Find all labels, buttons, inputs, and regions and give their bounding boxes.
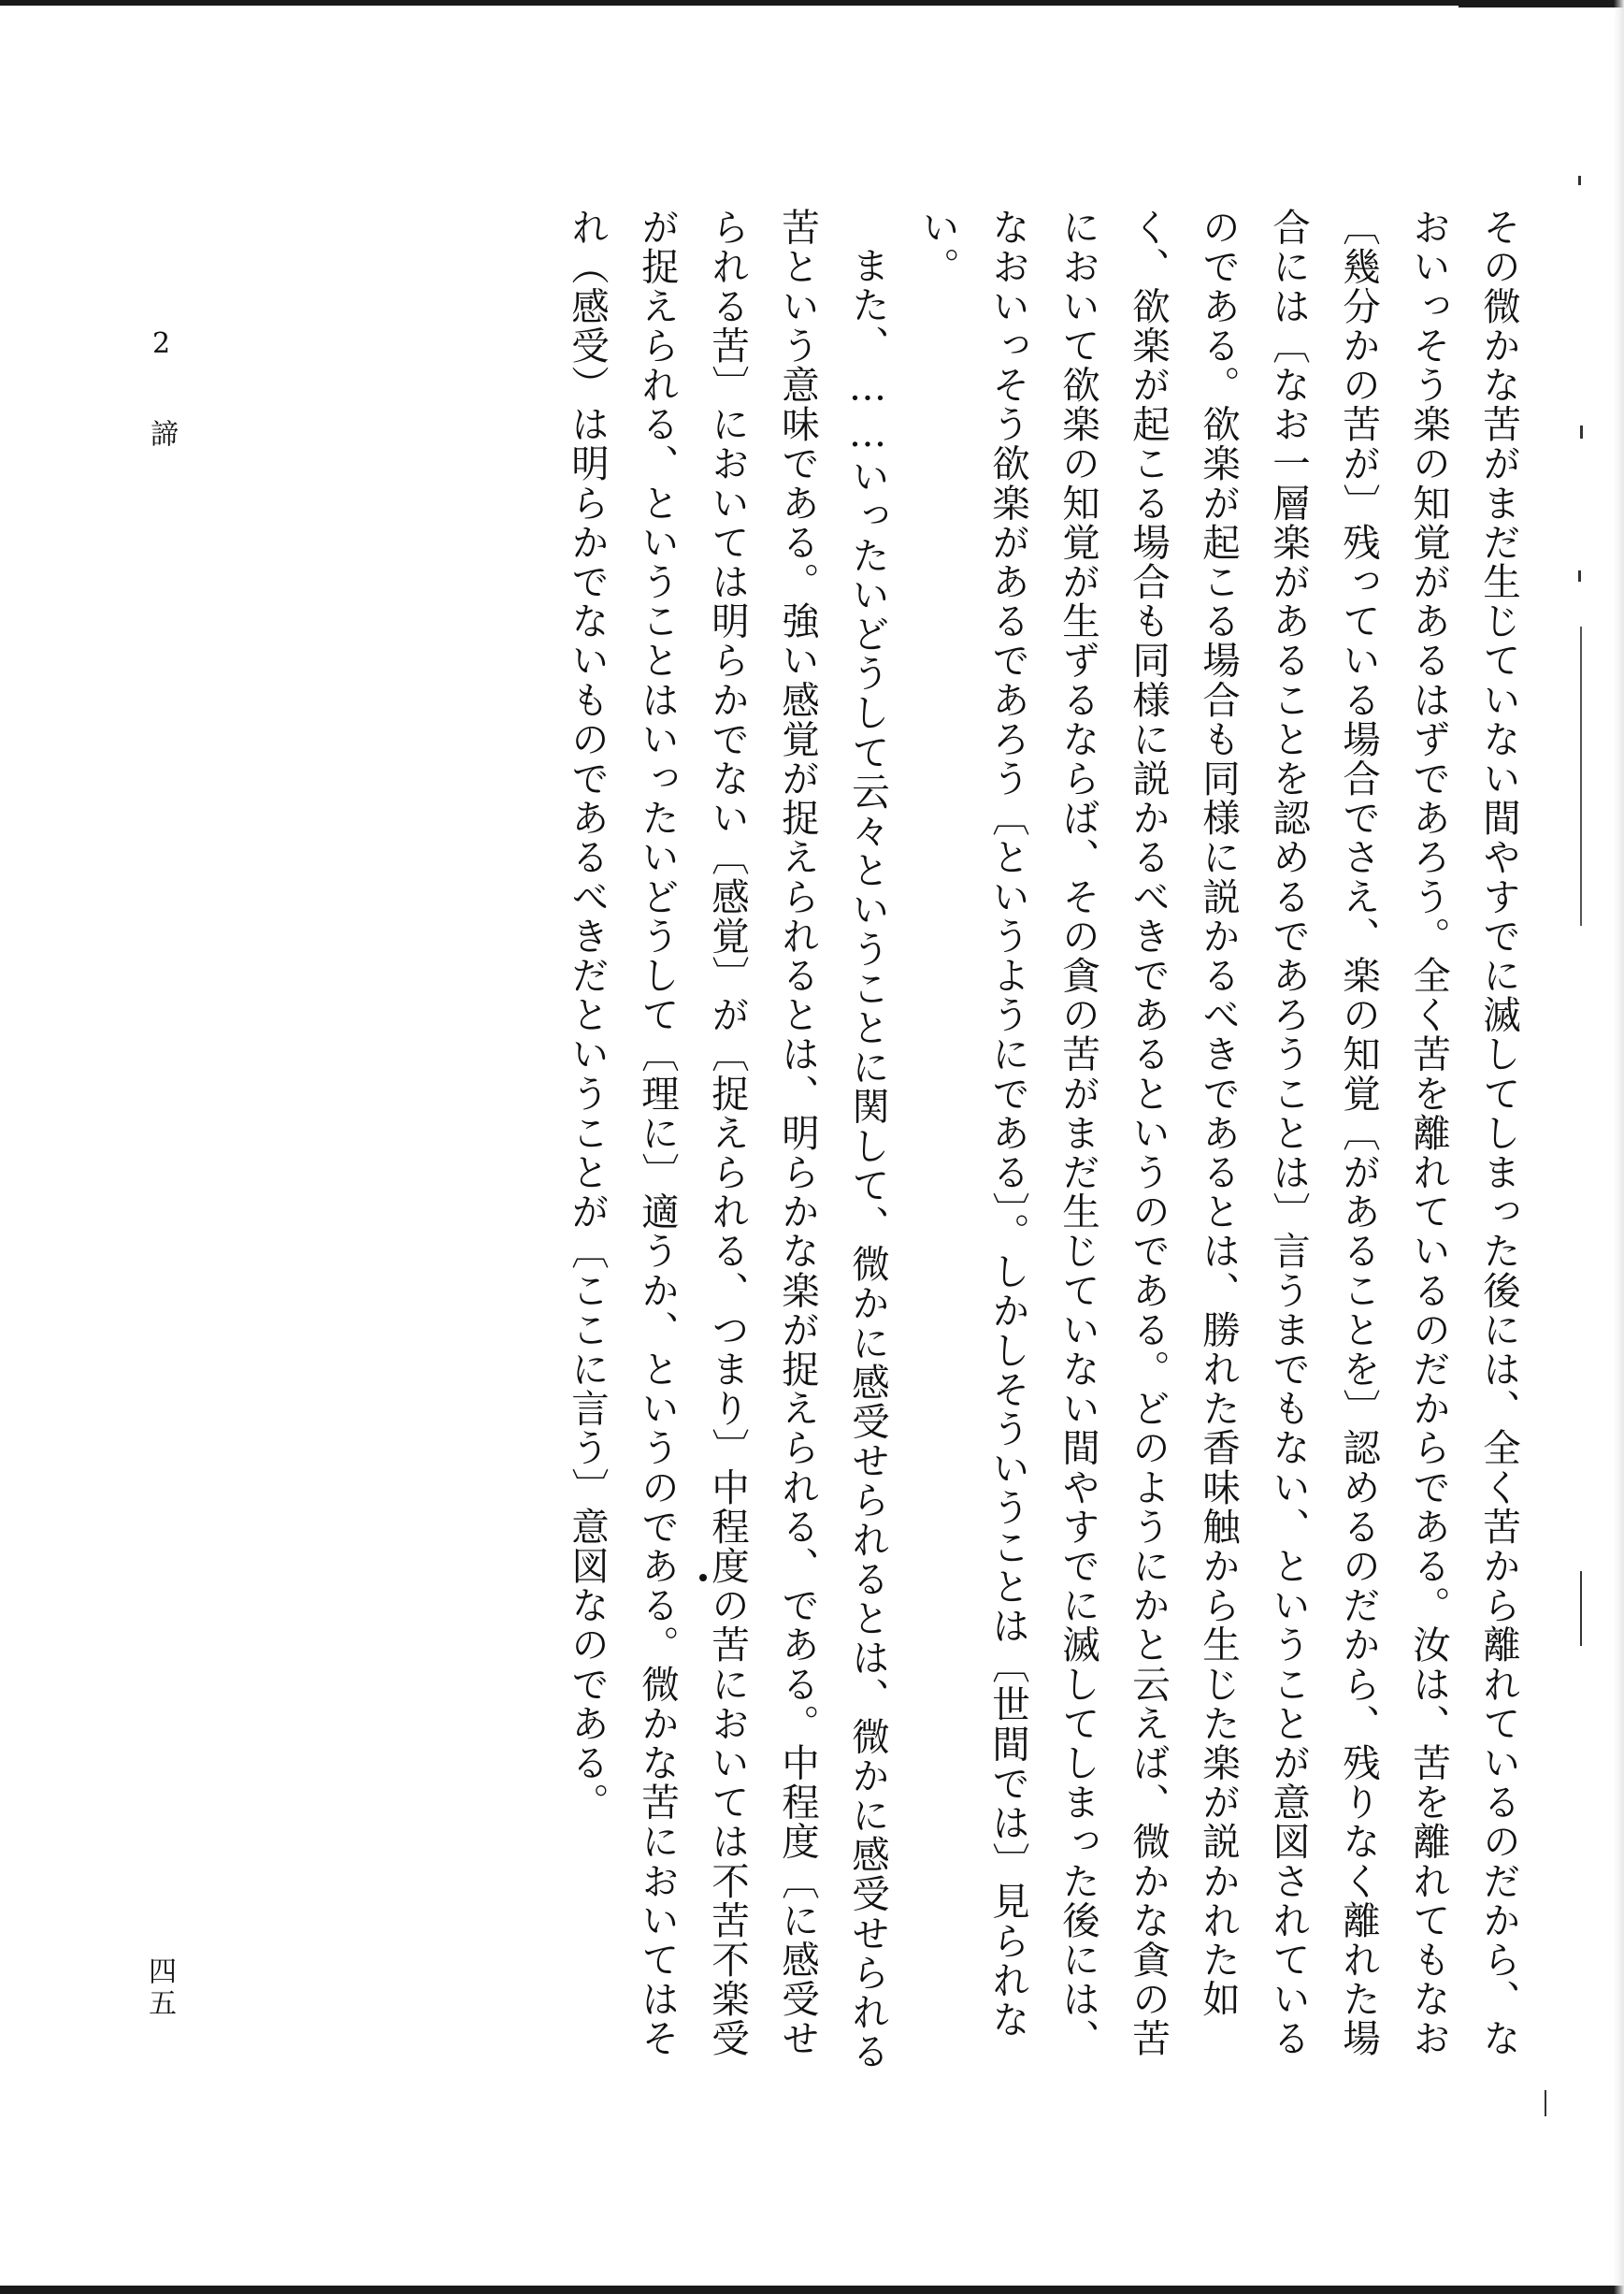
gutter-mark [1545,2090,1546,2116]
body-text [552,208,1533,2078]
page-body [224,208,1533,2078]
running-header: 2 諦 [145,327,178,460]
gutter-mark [1578,176,1581,185]
gutter-mark [1578,570,1581,582]
page-number: 四五 [143,1956,176,2020]
scan-edge-right [1614,0,1624,2294]
paragraph: その微かな苦がまだ生じていない間やすでに滅してしまった後には、全く苦から離れているのだから、なおいっそう楽の知覚があるはずであろう。全く苦を離れているのだからである。汝は、苦を離れてもなお〔幾分かの苦が〕残っている場合でさえ、楽の知覚〔があることを〕認めるのだから、残りなく離れた場合には〔なお一層楽があることを認めるであろうことは〕言うまでもない、ということが意図されているのである。欲楽が起こる場合も同様に説かるべきであるとは、勝れた香味触から生じた楽が説かれた如く、欲楽が起こる場合も同様に説かるべきであるというのである。どのようにかと云えば、微かな貪の苦において欲楽の知覚が生ずるならば、その貪の苦がまだ生じていない間やすでに滅してしまった後には、なおいっそう欲楽があるであろう〔というようにである〕。しかしそういうことは〔世間では〕見られない。 [915,208,1521,2058]
scan-edge-top-right [1459,0,1624,22]
gutter-mark [1580,426,1583,439]
paragraph: また、……いったいどうして云々ということに関して、微かに感受せられるとは、微かに感受せられる苦という意味である。強い感覚が捉えられるとは、明らかな楽が捉えられる、である。中程度〔に感受せられる苦〕においては明らかでない〔感覚〕が〔捉えられる、つまり〕中程度の苦においては不苦不楽受が捉えられる、ということはいったいどうして〔理に〕適うか、というのである。微かな苦においてはそれ（感受）は明らかでないものであるべきだということが〔ここに言う〕意図なのである。 [565,208,890,2071]
scan-edge-top [0,0,1624,6]
gutter-mark [1580,1571,1582,1646]
scan-edge-bottom [0,2286,1624,2294]
gutter-mark [1580,627,1582,926]
